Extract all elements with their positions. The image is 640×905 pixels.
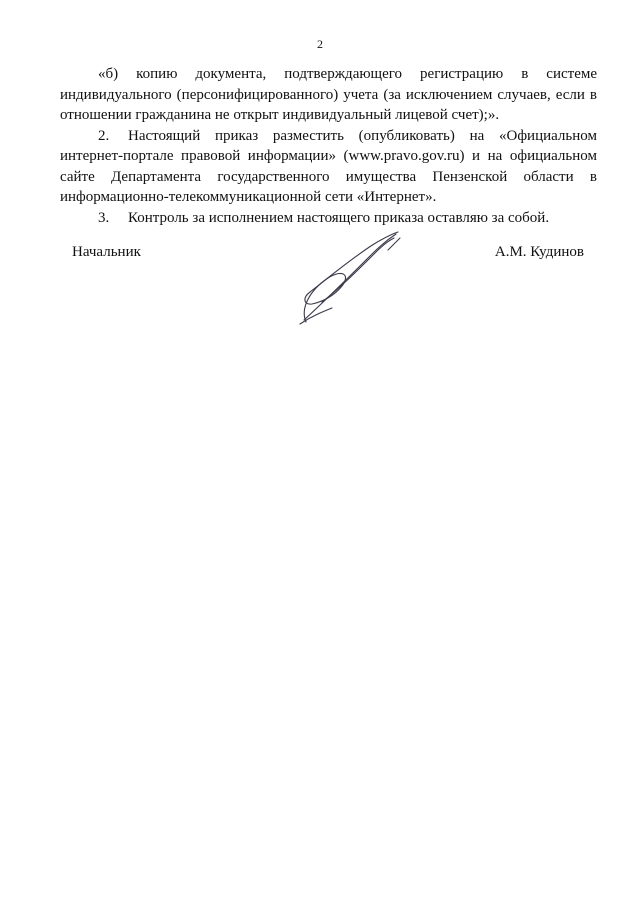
handwritten-signature — [292, 228, 412, 328]
document-body — [60, 64, 597, 228]
signature-stroke-4 — [322, 238, 394, 302]
paragraph-2-number: 2. — [98, 127, 110, 144]
paragraph-3-text: Контроль за исполнением настоящего приказа оставляю за собой. — [128, 209, 550, 226]
signatory-title: Начальник — [72, 244, 141, 260]
paragraph-1-text: «б) копию документа, подтверждающего регистрацию в системе индивидуального (персонифицированного) учета (за исключением случаев, если в отношении гражданина не открыт индивидуальный лицевой счет);». — [60, 66, 597, 123]
paragraph-1 — [60, 64, 597, 126]
paragraph-3 — [60, 208, 597, 229]
paragraph-3-number: 3. — [98, 209, 110, 226]
signatory-name: А.М. Кудинов — [494, 244, 584, 260]
paragraph-2-text: Настоящий приказ разместить (опубликовать) на «Официальном интернет-портале правовой информации» (www.pravo.gov.ru) и на официальном сайте Департамента государственного имущества Пензенской области в информационно-телекоммуникационной сети «Интернет». — [60, 127, 597, 205]
paragraph-2 — [60, 126, 597, 208]
signature-stroke-2 — [310, 232, 398, 292]
page-number: 2 — [317, 37, 323, 51]
